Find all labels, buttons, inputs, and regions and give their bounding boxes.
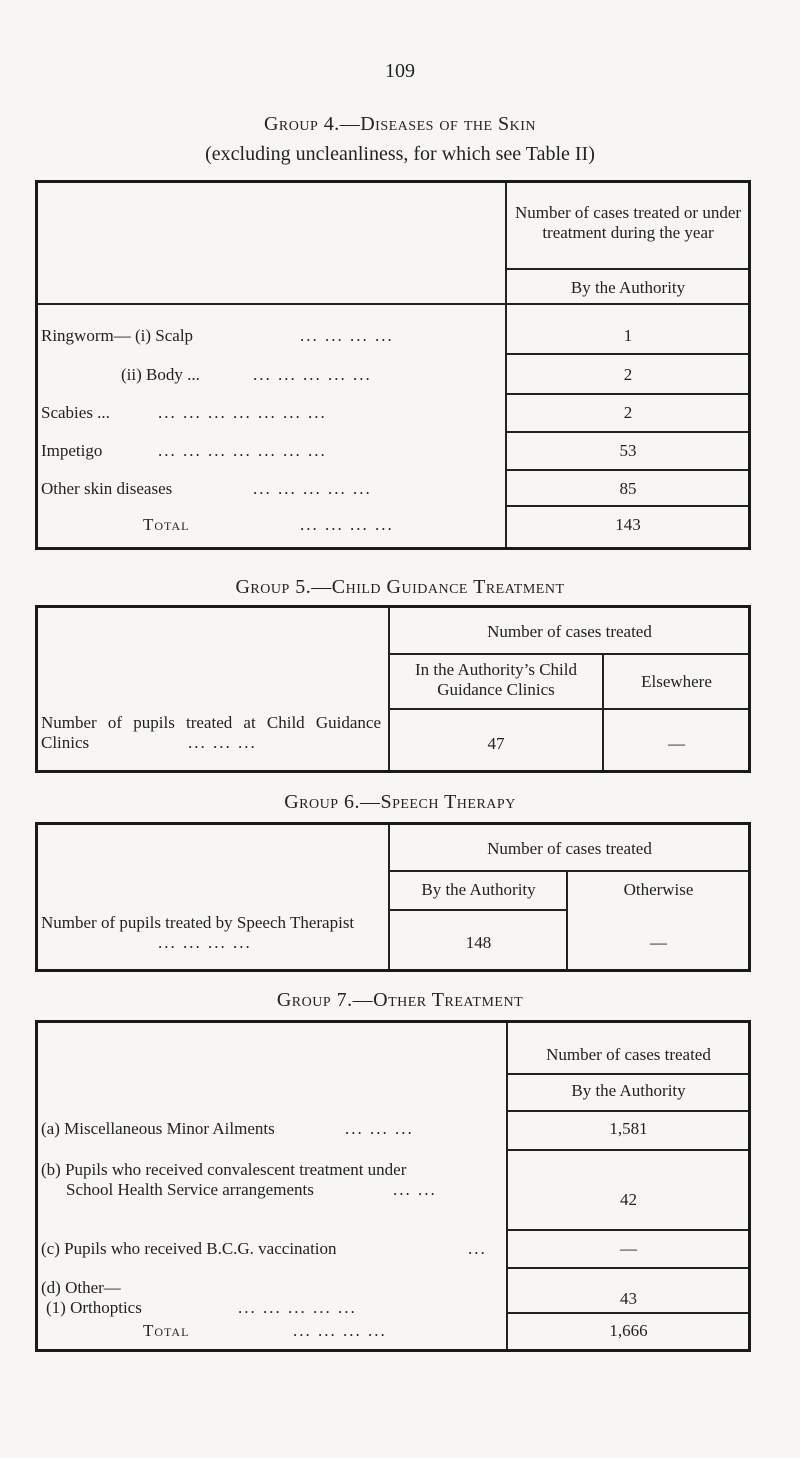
group6-sub-header-1: By the Authority xyxy=(421,880,536,899)
group7-row-label: (c) Pupils who received B.C.G. vaccination xyxy=(41,1239,337,1258)
group4-row-value: 2 xyxy=(623,365,633,384)
group4-total-value: 143 xyxy=(615,515,641,534)
dot-leader: ... ... ... ... ... xyxy=(253,479,372,498)
group7-row-label-cont: (1) Orthoptics xyxy=(46,1298,142,1317)
group5-row-label: Number of pupils treated at Child Guidance Clinics xyxy=(41,713,381,752)
group7-row-value: 1,581 xyxy=(609,1119,648,1138)
group7-row-label: (b) Pupils who received convalescent treatment under xyxy=(41,1160,407,1179)
group7-total-label: Total xyxy=(143,1321,190,1340)
group5-value-1: 47 xyxy=(487,734,505,753)
group6-value-1: 148 xyxy=(465,933,492,952)
dot-leader: ... ... ... ... xyxy=(158,933,252,952)
dot-leader: ... ... ... xyxy=(188,733,257,752)
group7-sub-header: By the Authority xyxy=(571,1081,686,1100)
group7-row-label: (a) Miscellaneous Minor Ailments xyxy=(41,1119,275,1138)
group4-total-label: Total xyxy=(143,515,190,534)
dot-leader: ... ... xyxy=(393,1180,437,1199)
group4-row-value: 85 xyxy=(619,479,637,498)
group7-col-header: Number of cases treated xyxy=(546,1045,711,1064)
group4-col-header: Number of cases treated or under treatment during the year xyxy=(514,203,742,242)
group7-row-value: 43 xyxy=(620,1289,637,1308)
group4-row-label: Impetigo xyxy=(41,441,103,460)
group6-col-header: Number of cases treated xyxy=(487,839,652,858)
group4-row-value: 53 xyxy=(619,441,637,460)
group5-table xyxy=(35,605,751,773)
dot-leader: ... ... ... ... xyxy=(293,1321,387,1340)
group6-sub-header-2: Otherwise xyxy=(623,880,694,899)
dot-leader: ... xyxy=(468,1239,487,1258)
group7-total-value: 1,666 xyxy=(609,1321,648,1340)
group5-sub-header-2: Elsewhere xyxy=(641,672,712,691)
group5-col-header: Number of cases treated xyxy=(487,622,652,641)
group4-sub-header: By the Authority xyxy=(570,278,686,297)
dot-leader: ... ... ... ... ... xyxy=(253,365,372,384)
group7-table xyxy=(35,1020,751,1352)
group4-title: Group 4.—Diseases of the Skin xyxy=(263,113,537,135)
group7-row-value: 42 xyxy=(620,1190,637,1209)
dot-leader: ... ... ... ... ... xyxy=(238,1298,357,1317)
group6-row-label: Number of pupils treated by Speech Therapist xyxy=(41,913,355,932)
group4-row-value: 2 xyxy=(623,403,633,422)
dot-leader: ... ... ... ... ... ... ... xyxy=(158,441,327,460)
group7-row-value: — xyxy=(620,1239,637,1258)
dot-leader: ... ... ... xyxy=(345,1119,414,1138)
group4-row-label: Scabies ... xyxy=(41,403,110,422)
group5-sub-header-1: In the Authority’s Child Guidance Clinics xyxy=(415,660,577,699)
page-number: 109 xyxy=(385,60,415,82)
dot-leader: ... ... ... ... ... ... ... xyxy=(158,403,327,422)
group4-subtitle: (excluding uncleanliness, for which see Table II) xyxy=(205,143,595,165)
group4-row-label: Ringworm— (i) Scalp xyxy=(41,326,194,345)
group7-row-label: (d) Other— xyxy=(41,1278,121,1297)
group6-title: Group 6.—Speech Therapy xyxy=(284,791,516,813)
group7-title: Group 7.—Other Treatment xyxy=(276,989,524,1011)
dot-leader: ... ... ... ... xyxy=(300,326,394,345)
dot-leader: ... ... ... ... xyxy=(300,515,394,534)
group5-value-2: — xyxy=(668,734,685,753)
group6-value-2: — xyxy=(650,933,667,952)
group6-table xyxy=(35,822,751,972)
group4-row-label: (ii) Body ... xyxy=(121,365,200,384)
group7-row-label-cont: School Health Service arrangements xyxy=(66,1180,314,1199)
group5-title: Group 5.—Child Guidance Treatment xyxy=(235,576,565,598)
group4-table xyxy=(35,180,751,550)
group4-row-value: 1 xyxy=(623,326,633,345)
group4-row-label: Other skin diseases xyxy=(41,479,173,498)
